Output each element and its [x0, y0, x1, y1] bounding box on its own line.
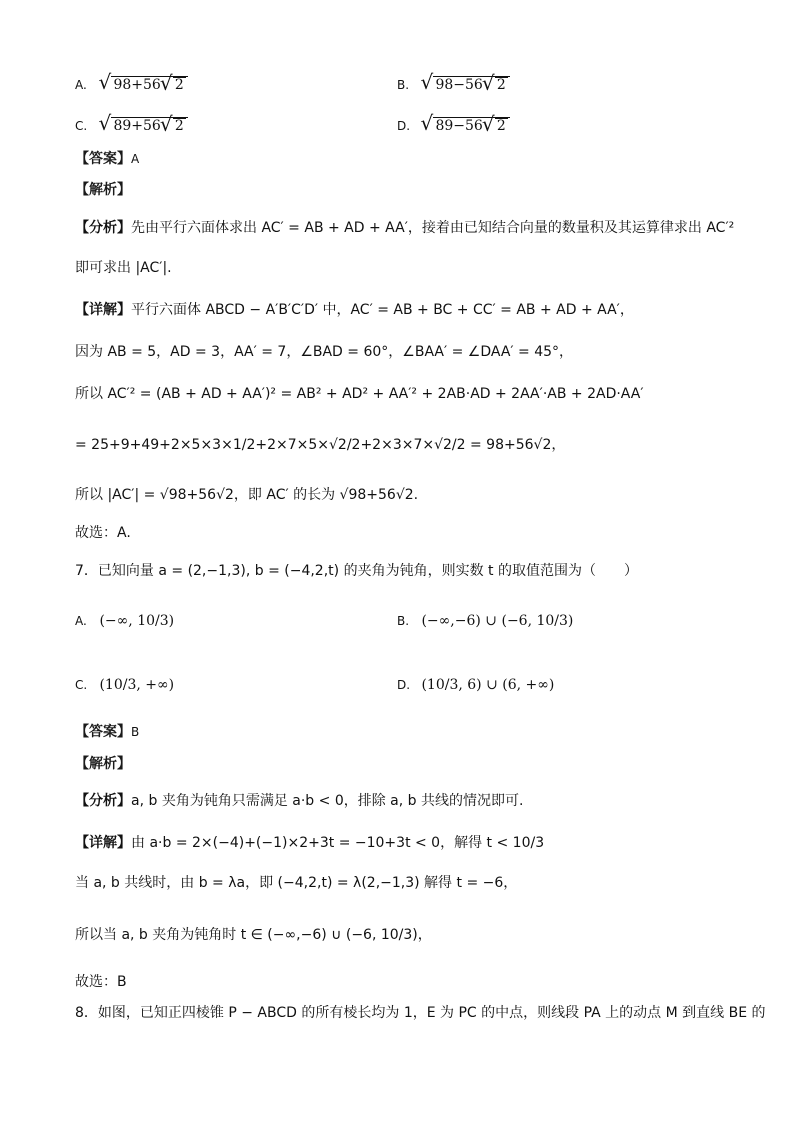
q6-option-c: C. √ 89+56√ 2	[75, 117, 188, 133]
q6-guxuan: 故选：A.	[75, 525, 131, 541]
q8-stem: 8．如图，已知正四棱锥 P − ABCD 的所有棱长均为 1，E 为 PC 的中点，则线段 PA 上的动点 M 到直线 BE 的	[75, 1005, 766, 1021]
q7-option-a: A. (−∞, 10/3)	[75, 613, 175, 629]
q6-answer: 【答案】A	[75, 151, 140, 167]
q7-xiangjie-line2: 当 a, b 共线时，由 b = λa，即 (−4,2,t) = λ(2,−1,3) 解得 t = −6，	[75, 875, 518, 891]
q7-option-d: D. (10/3, 6) ∪ (6, +∞)	[397, 677, 555, 693]
q7-option-b: B. (−∞,−6) ∪ (−6, 10/3)	[397, 613, 574, 629]
q6-fenxi-line2: 即可求出 |AC′|.	[75, 260, 172, 276]
q7-option-d-value: (10/3, 6) ∪ (6, +∞)	[421, 677, 555, 693]
q6-xiangjie-line5: 所以 |AC′| = √98+56√2，即 AC′ 的长为 √98+56√2.	[75, 487, 419, 503]
q6-option-a: A. √ 98+56√ 2	[75, 76, 188, 92]
q7-xiangjie-line1: 【详解】由 a·b = 2×(−4)+(−1)×2+3t = −10+3t < 0，解得 t < 10/3	[75, 835, 545, 851]
q7-option-c: C. (10/3, +∞)	[75, 677, 175, 693]
q6-xiangjie-line3: 所以 AC′² = (AB + AD + AA′)² = AB² + AD² + AA′² + 2AB·AD + 2AA′·AB + 2AD·AA′	[75, 386, 644, 402]
q7-fenxi: 【分析】a, b 夹角为钝角只需满足 a·b < 0，排除 a, b 共线的情况即可.	[75, 793, 524, 809]
q6-option-a-value: √ 98+56√ 2	[99, 77, 187, 93]
q7-stem: 7．已知向量 a = (2,−1,3), b = (−4,2,t) 的夹角为钝角，则实数 t 的取值范围为（ ）	[75, 563, 638, 579]
q7-option-a-value: (−∞, 10/3)	[99, 613, 175, 629]
q6-xiangjie-line2: 因为 AB = 5，AD = 3，AA′ = 7，∠BAD = 60°，∠BAA′ = ∠DAA′ = 45°，	[75, 344, 574, 360]
q6-option-c-value: √ 89+56√ 2	[99, 118, 187, 134]
q6-option-b-value: √ 98−56√ 2	[421, 77, 509, 93]
q6-fenxi: 【分析】先由平行六面体求出 AC′ = AB + AD + AA′，接着由已知结合向量的数量积及其运算律求出 AC′²	[75, 220, 735, 236]
q6-option-d: D. √ 89−56√ 2	[397, 117, 510, 133]
q7-option-b-value: (−∞,−6) ∪ (−6, 10/3)	[421, 613, 574, 629]
q6-option-d-value: √ 89−56√ 2	[421, 118, 509, 134]
q7-xiangjie-line3: 所以当 a, b 夹角为钝角时 t ∈ (−∞,−6) ∪ (−6, 10/3)，	[75, 927, 432, 943]
q7-option-c-value: (10/3, +∞)	[99, 677, 175, 693]
q6-xiangjie-line4: = 25+9+49+2×5×3×1/2+2×7×5×√2/2+2×3×7×√2/2 = 98+56√2，	[75, 437, 566, 453]
q7-guxuan: 故选：B	[75, 974, 127, 990]
q7-jiexi-heading: 【解析】	[75, 756, 131, 772]
q7-answer: 【答案】B	[75, 724, 140, 740]
q6-jiexi-heading: 【解析】	[75, 182, 131, 198]
q6-option-b: B. √ 98−56√ 2	[397, 76, 510, 92]
q6-xiangjie-line1: 【详解】平行六面体 ABCD − A′B′C′D′ 中，AC′ = AB + BC + CC′ = AB + AD + AA′，	[75, 302, 634, 318]
